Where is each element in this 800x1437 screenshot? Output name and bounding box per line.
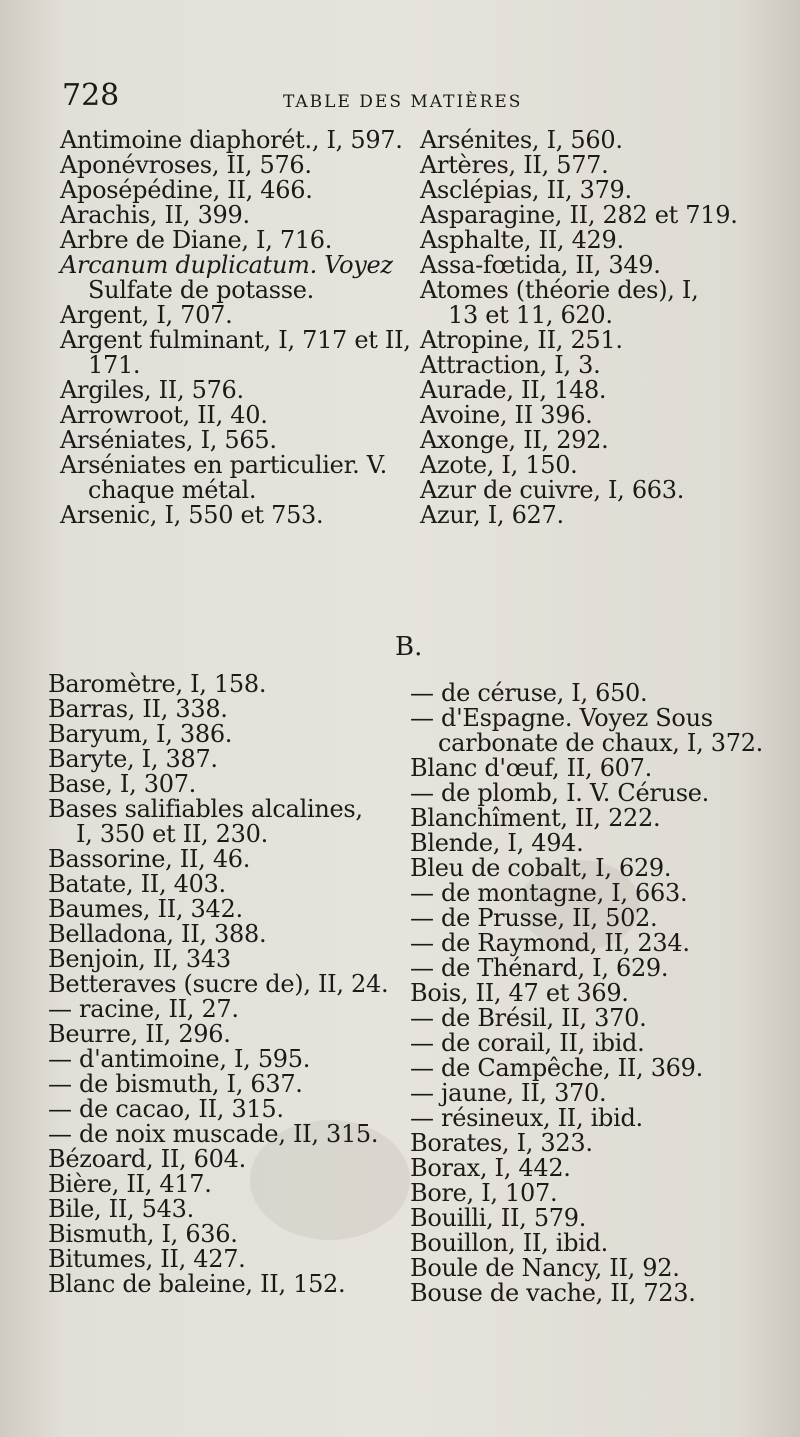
index-entry: — de bismuth, I, 637. (48, 1070, 303, 1098)
index-entry: — de Raymond, II, 234. (410, 929, 690, 957)
index-entry: Betteraves (sucre de), II, 24. (48, 970, 389, 998)
index-column-b-left (48, 672, 408, 1297)
index-entry: Base, I, 307. (48, 770, 196, 798)
index-entry: Bois, II, 47 et 369. (410, 979, 629, 1007)
index-entry: — de noix muscade, II, 315. (48, 1120, 379, 1148)
index-entry: — d'Espagne. Voyez Sous (410, 704, 713, 732)
index-entry: Belladona, II, 388. (48, 920, 267, 948)
index-entry: Arsénites, I, 560. (420, 126, 623, 154)
index-entry: Asparagine, II, 282 et 719. (420, 201, 738, 229)
index-entry: Arséniates, I, 565. (60, 426, 277, 454)
index-entry-continuation: chaque métal. (88, 476, 257, 504)
index-entry-continuation: 13 et 11, 620. (448, 301, 613, 329)
index-entry: — de céruse, I, 650. (410, 679, 648, 707)
index-entry: Blanc d'œuf, II, 607. (410, 754, 652, 782)
index-entry: Aurade, II, 148. (420, 376, 607, 404)
index-entry: Borax, I, 442. (410, 1154, 571, 1182)
index-entry: Benjoin, II, 343 (48, 945, 231, 973)
index-entry: Antimoine diaphorét., I, 597. (60, 126, 403, 154)
index-entry-continuation: Sulfate de potasse. (88, 276, 314, 304)
index-entry: Bitumes, II, 427. (48, 1245, 246, 1273)
index-entry: Baumes, II, 342. (48, 895, 243, 923)
index-entry: Azur de cuivre, I, 663. (420, 476, 685, 504)
index-entry-continuation: carbonate de chaux, I, 372. (438, 729, 764, 757)
index-entry: Asclépias, II, 379. (420, 176, 632, 204)
index-entry: Barras, II, 338. (48, 695, 228, 723)
index-entry: Blende, I, 494. (410, 829, 584, 857)
index-entry: Artères, II, 577. (420, 151, 609, 179)
index-entry: — de cacao, II, 315. (48, 1095, 284, 1123)
index-entry: Bouillon, II, ibid. (410, 1229, 608, 1257)
index-entry: Bismuth, I, 636. (48, 1220, 238, 1248)
index-entry: Attraction, I, 3. (420, 351, 601, 379)
index-entry: Bouilli, II, 579. (410, 1204, 587, 1232)
index-entry: Boule de Nancy, II, 92. (410, 1254, 680, 1282)
index-entry: Bore, I, 107. (410, 1179, 558, 1207)
index-entry: Blanc de baleine, II, 152. (48, 1270, 346, 1298)
index-entry: Batate, II, 403. (48, 870, 226, 898)
index-entry: — de Campêche, II, 369. (410, 1054, 703, 1082)
index-entry: — de corail, II, ibid. (410, 1029, 645, 1057)
index-entry: Asphalte, II, 429. (420, 226, 624, 254)
index-entry: Arsenic, I, 550 et 753. (60, 501, 324, 529)
index-entry: Baromètre, I, 158. (48, 670, 267, 698)
index-entry: Baryte, I, 387. (48, 745, 218, 773)
index-entry: Argent fulminant, I, 717 et II, (60, 326, 411, 354)
index-entry: — de Prusse, II, 502. (410, 904, 658, 932)
index-entry: Aponévroses, II, 576. (60, 151, 312, 179)
index-entry: Arcanum duplicatum. Voyez (60, 251, 393, 279)
section-letter-heading: B. (395, 632, 423, 662)
index-entry: — d'antimoine, I, 595. (48, 1045, 311, 1073)
index-entry: — de Brésil, II, 370. (410, 1004, 647, 1032)
index-entry: Argiles, II, 576. (60, 376, 244, 404)
index-entry: Arbre de Diane, I, 716. (60, 226, 333, 254)
index-entry: Bézoard, II, 604. (48, 1145, 246, 1173)
index-entry: Bile, II, 543. (48, 1195, 194, 1223)
index-entry-continuation: I, 350 et II, 230. (76, 820, 268, 848)
index-column-b-right (410, 681, 770, 1306)
index-entry: Atomes (théorie des), I, (420, 276, 699, 304)
index-entry: Arachis, II, 399. (60, 201, 250, 229)
index-entry: Borates, I, 323. (410, 1129, 593, 1157)
index-entry: Azur, I, 627. (420, 501, 564, 529)
index-entry: Bases salifiables alcalines, (48, 795, 363, 823)
index-entry: — de plomb, I. V. Céruse. (410, 779, 709, 807)
index-entry: Bassorine, II, 46. (48, 845, 251, 873)
index-entry: Baryum, I, 386. (48, 720, 233, 748)
index-entry: — résineux, II, ibid. (410, 1104, 643, 1132)
page-number: 728 (62, 78, 120, 113)
index-entry: Argent, I, 707. (60, 301, 233, 329)
index-entry: Atropine, II, 251. (420, 326, 623, 354)
index-entry: Axonge, II, 292. (420, 426, 609, 454)
index-entry: Bière, II, 417. (48, 1170, 212, 1198)
index-entry: Assa-fœtida, II, 349. (420, 251, 661, 279)
page-header (0, 78, 800, 118)
index-entry: — jaune, II, 370. (410, 1079, 607, 1107)
index-entry: Blanchîment, II, 222. (410, 804, 661, 832)
index-column-a-left (60, 128, 410, 528)
index-entry: Bouse de vache, II, 723. (410, 1279, 696, 1307)
index-entry: Arrowroot, II, 40. (60, 401, 268, 429)
index-entry: — de montagne, I, 663. (410, 879, 688, 907)
index-column-a-right (420, 128, 770, 528)
index-entry: Arséniates en particulier. V. (60, 451, 387, 479)
index-entry: Bleu de cobalt, I, 629. (410, 854, 672, 882)
index-entry: Beurre, II, 296. (48, 1020, 231, 1048)
index-entry: Azote, I, 150. (420, 451, 578, 479)
index-entry: Avoine, II 396. (420, 401, 593, 429)
index-entry: — racine, II, 27. (48, 995, 239, 1023)
index-entry-continuation: 171. (88, 351, 141, 379)
running-title: TABLE DES MATIÈRES (283, 92, 523, 112)
index-entry: Aposépédine, II, 466. (60, 176, 313, 204)
index-entry: — de Thénard, I, 629. (410, 954, 669, 982)
